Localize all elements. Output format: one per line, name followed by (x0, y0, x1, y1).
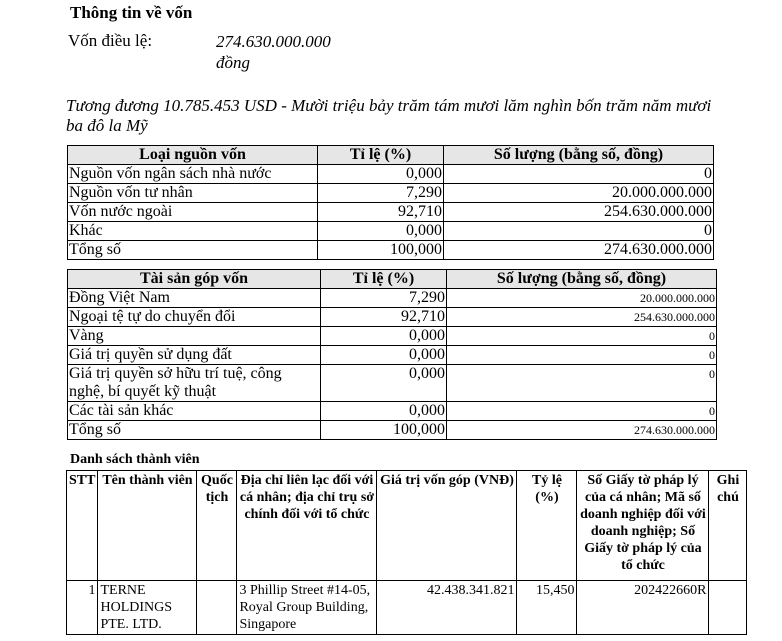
table-cell: 0 (444, 222, 714, 241)
table-cell: 0 (447, 365, 717, 402)
table-cell: 0,000 (321, 365, 447, 402)
table-header-row (68, 270, 717, 289)
table-row (68, 222, 714, 241)
table-cell: Các tài sản khác (68, 402, 321, 421)
column-header: Tài sản góp vốn (68, 270, 321, 289)
table-row (68, 421, 717, 440)
column-header: Tỉ lệ (%) (321, 270, 447, 289)
table-row (67, 581, 747, 635)
capital-info-heading: Thông tin về vốn (70, 3, 193, 22)
column-header: Số lượng (bằng số, đồng) (447, 270, 717, 289)
table-cell: 42.438.341.821 (377, 581, 517, 635)
column-header: STT (67, 471, 98, 581)
table-row (68, 308, 717, 327)
table-row (68, 346, 717, 365)
table-cell: 92,710 (318, 203, 444, 222)
column-header: Quốc tịch (197, 471, 237, 581)
table-cell: 7,290 (318, 184, 444, 203)
table-row (68, 184, 714, 203)
table-cell: 0,000 (318, 165, 444, 184)
column-header: Số Giấy tờ pháp lý của cá nhân; Mã số doanh nghiệp đối với doanh nghiệp; Số Giấy tờ pháp lý của tổ chức (577, 471, 709, 581)
column-header: Địa chỉ liên lạc đối với cá nhân; địa chỉ trụ sở chính đối với tổ chức (237, 471, 377, 581)
table-cell: 20.000.000.000 (444, 184, 714, 203)
column-header: Tỉ lệ (%) (318, 146, 444, 165)
table-cell: 254.630.000.000 (444, 203, 714, 222)
table-cell: 3 Phillip Street #14-05, Royal Group Building, Singapore (237, 581, 377, 635)
table-cell: 15,450 (517, 581, 577, 635)
table-cell: 1 (67, 581, 98, 635)
table-cell: Vàng (68, 327, 321, 346)
column-header: Loại nguồn vốn (68, 146, 318, 165)
table-row (68, 365, 717, 402)
column-header: Ghi chú (709, 471, 747, 581)
table-cell (197, 581, 237, 635)
table-cell: 0,000 (321, 402, 447, 421)
table-header-row (67, 471, 747, 581)
table-cell: Nguồn vốn ngân sách nhà nước (68, 165, 318, 184)
table-cell: 20.000.000.000 (447, 289, 717, 308)
table-cell: 0 (447, 402, 717, 421)
table-cell: Giá trị quyền sở hữu trí tuệ, công nghệ, bí quyết kỹ thuật (68, 365, 321, 402)
table-header-row (68, 146, 714, 165)
column-header: Tên thành viên (98, 471, 197, 581)
column-header: Số lượng (bằng số, đồng) (444, 146, 714, 165)
table-cell: 7,290 (321, 289, 447, 308)
charter-capital-amount: 274.630.000.000 (216, 32, 331, 51)
column-header: Tỷ lệ (%) (517, 471, 577, 581)
charter-capital-value (216, 31, 376, 73)
table-cell: Ngoại tệ tự do chuyển đổi (68, 308, 321, 327)
table-cell: 202422660R (577, 581, 709, 635)
table-cell: 274.630.000.000 (447, 421, 717, 440)
table-row (68, 289, 717, 308)
table-row (68, 327, 717, 346)
table-cell: 0 (444, 165, 714, 184)
members-table (66, 470, 747, 635)
table-cell: 0,000 (318, 222, 444, 241)
table-cell: TERNE HOLDINGS PTE. LTD. (98, 581, 197, 635)
table-cell: Tổng số (68, 421, 321, 440)
table-cell: Đồng Việt Nam (68, 289, 321, 308)
table-row (68, 203, 714, 222)
table-cell: 0,000 (321, 327, 447, 346)
table-cell (709, 581, 747, 635)
table-cell: 0 (447, 327, 717, 346)
table-row (68, 165, 714, 184)
members-heading: Danh sách thành viên (70, 452, 200, 467)
column-header: Giá trị vốn góp (VNĐ) (377, 471, 517, 581)
table-row (68, 402, 717, 421)
table-cell: 100,000 (321, 421, 447, 440)
charter-capital-label: Vốn điều lệ: (68, 31, 153, 50)
table-cell: 0,000 (321, 346, 447, 365)
table-cell: 254.630.000.000 (447, 308, 717, 327)
charter-capital-unit: đồng (216, 53, 250, 72)
table-cell: 0 (447, 346, 717, 365)
table-cell: Nguồn vốn tư nhân (68, 184, 318, 203)
table-cell: Khác (68, 222, 318, 241)
table-cell: 92,710 (321, 308, 447, 327)
table-row (68, 241, 714, 260)
contributed-assets-table (67, 269, 717, 440)
table-cell: Tổng số (68, 241, 318, 260)
table-cell: Giá trị quyền sử dụng đất (68, 346, 321, 365)
table-cell: Vốn nước ngoài (68, 203, 318, 222)
usd-equivalent-text: Tương đương 10.785.453 USD - Mười triệu bảy trăm tám mươi lăm nghìn bốn trăm năm mươi ba đô la Mỹ (66, 96, 712, 135)
table-cell: 100,000 (318, 241, 444, 260)
capital-sources-table (67, 145, 714, 260)
table-cell: 274.630.000.000 (444, 241, 714, 260)
